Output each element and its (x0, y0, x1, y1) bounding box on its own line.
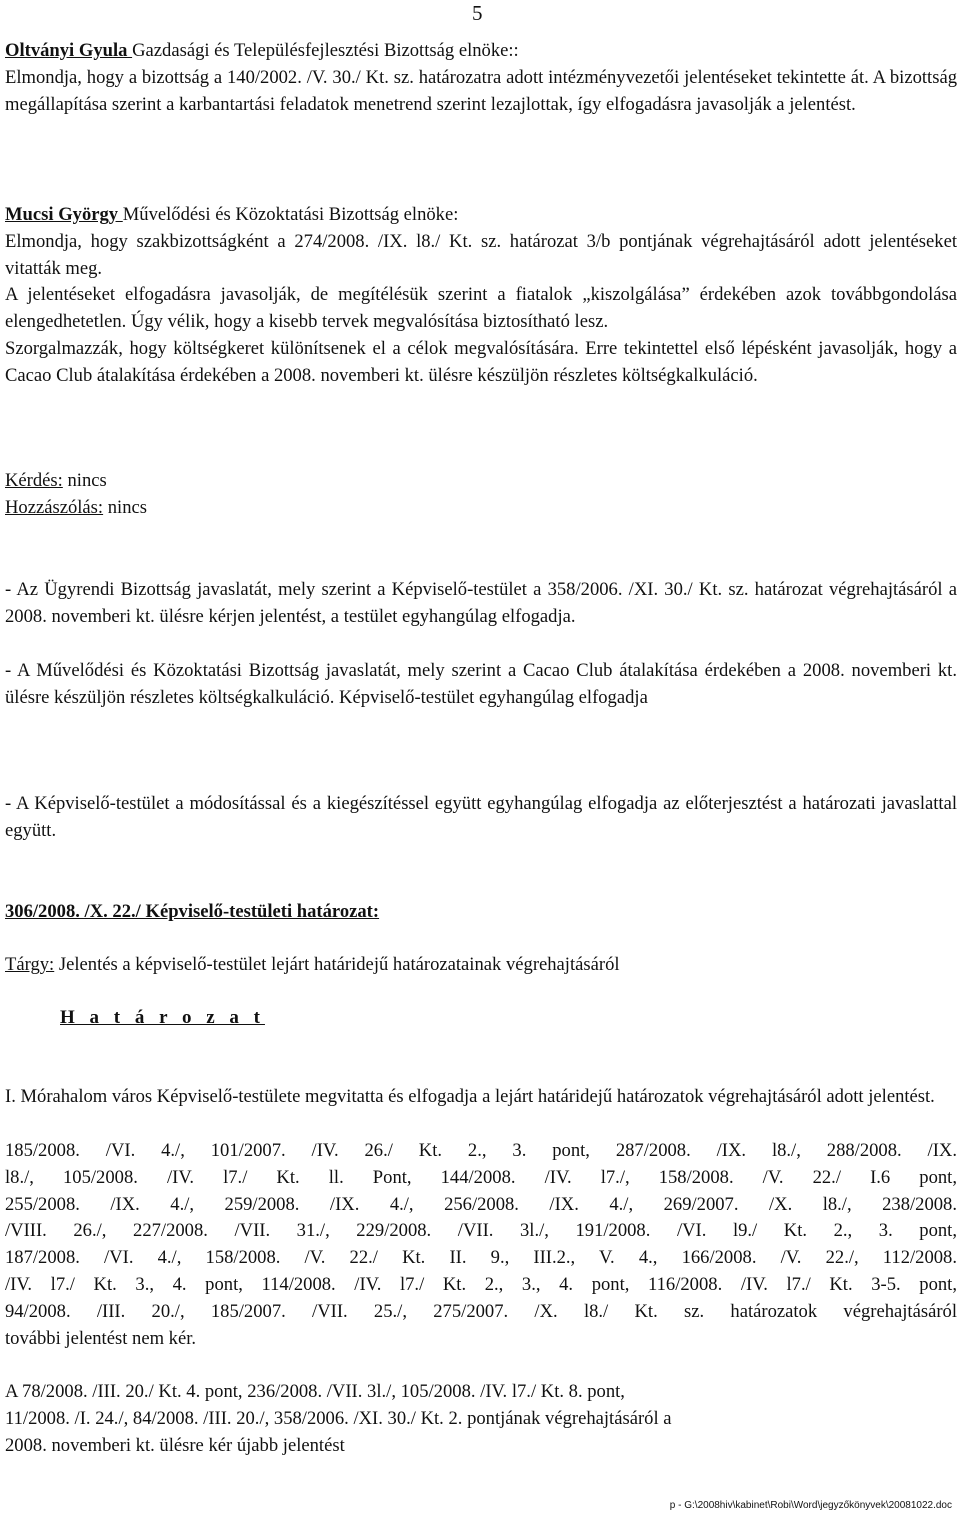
page-number: 5 (472, 1, 483, 25)
comment-label: Hozzászólás: (5, 496, 104, 518)
section2-role: Művelődési és Közoktatási Bizottság elnöke: (122, 204, 459, 225)
section1-paragraph (5, 38, 957, 118)
question-label: Kérdés: (5, 470, 63, 491)
resolution-p2-line: 255/2008. /IX. 4./, 259/2008. /IX. 4./, 256/2008. /IX. 4./, 269/2007. /X. l8./, 238/2008. (5, 1193, 957, 1215)
resolution-p2-line: 185/2008. /VI. 4./, 101/2007. /IV. 26./ Kt. 2., 3. pont, 287/2008. /IX. l8./, 288/2008. /IX. (5, 1140, 957, 1161)
vote-1: - Az Ügyrendi Bizottság javaslatát, mely szerint a Képviselő-testület a 358/2006. /XI. 30./ Kt. sz. határozat végrehajtásáról a 2008. novemberi kt. ülésre kérjen jelentést, a testület egyhangúlag elfogadja. (5, 579, 957, 627)
section2-speaker: Mucsi György (5, 204, 123, 225)
qa-block (5, 468, 957, 522)
resolution-number: 306/2008. /X. 22./ Képviselő-testületi határozat: (5, 901, 380, 922)
resolution-p2-line: l8./, 105/2008. /IV. l7./ Kt. ll. Pont, 144/2008. /IV. l7./, 158/2008. /V. 22./ I.6 pont, (5, 1166, 957, 1188)
question-value: nincs (62, 470, 107, 491)
resolution-p2 (5, 1138, 957, 1352)
resolution-p2-last: további jelentést nem kér. (5, 1327, 197, 1349)
section2-p2: A jelentéseket elfogadásra javasolják, de megítélésük szerint a fiatalok „kiszolgálása” érdekében azok továbbgondolása elengedhetetlen. Úgy vélik, hogy a kisebb tervek megvalósítása biztosítható lesz. (5, 284, 957, 333)
section2-p3: Szorgalmazzák, hogy költségkeret különítsenek el a célok megvalósítására. Erre tekintettel első lépésként javasolják, hogy a Cacao Club átalakítása érdekében a 2008. novemberi kt. ülésre készüljön részletes költségkalkuláció. (5, 337, 957, 386)
section2-paragraph (5, 202, 957, 390)
footer-file-path: p - G:\2008hiv\kabinet\Robi\Word\jegyzőkönyvek\20081022.doc (669, 1500, 952, 1511)
vote-3: - A Képviselő-testület a módosítással és a kiegészítéssel együtt egyhangúlag elfogadja az előterjesztést a határozati javaslattal együtt. (5, 793, 957, 841)
subject-value: Jelentés a képviselő-testület lejárt határidejű határozatainak végrehajtásáról (54, 954, 620, 975)
resolution-p3-line: A 78/2008. /III. 20./ Kt. 4. pont, 236/2008. /VII. 3l./, 105/2008. /IV. l7./ Kt. 8. pont, (5, 1381, 625, 1402)
resolution-subject (5, 952, 957, 979)
section1-speaker: Oltványi Gyula (5, 40, 133, 61)
resolution-p2-line: /VIII. 26./, 227/2008. /VII. 31./, 229/2008. /VII. 3l./, 191/2008. /VI. l9./ Kt. 2., 3. pont, (5, 1220, 957, 1242)
comment-value: nincs (103, 496, 147, 518)
subject-label: Tárgy: (5, 954, 55, 975)
vote-2: - A Művelődési és Közoktatási Bizottság javaslatát, mely szerint a Cacao Club átalakítása érdekében a 2008. novemberi kt. ülésre készüljön részletes költségkalkuláció. Képviselő-testület egyhangúlag elfogadja (5, 660, 957, 708)
resolution-p3-line: 2008. novemberi kt. ülésre kér újabb jelentést (5, 1434, 345, 1456)
resolution-p3-line: 11/2008. /I. 24./, 84/2008. /III. 20./, 358/2006. /XI. 30./ Kt. 2. pontjának végrehajtásáról a (5, 1407, 672, 1429)
resolution-p3 (5, 1379, 885, 1459)
section2-p1: Elmondja, hogy szakbizottságként a 274/2008. /IX. l8./ Kt. sz. határozat 3/b pontjának végrehajtásáról adott jelentéseket vitatták meg. (5, 230, 957, 279)
section1-body: Elmondja, hogy a bizottság a 140/2002. /V. 30./ Kt. sz. határozatra adott intézményvezetői jelentéseket tekintette át. A bizottság megállapítása szerint a karbantartási feladatok menetrend szerint lezajlottak, így elfogadásra javasolják a jelentést. (5, 66, 957, 115)
resolution-p1: I. Mórahalom város Képviselő-testülete megvitatta és elfogadja a lejárt határidejű határozatok végrehajtásáról adott jelentést. (5, 1086, 935, 1107)
section1-role: Gazdasági és Településfejlesztési Bizottság elnöke:: (132, 40, 519, 61)
resolution-p2-line: /IV. l7./ Kt. 3., 4. pont, 114/2008. /IV. l7./ Kt. 2., 3., 4. pont, 116/2008. /IV. l7./ Kt. 3-5. pont, (5, 1273, 957, 1295)
resolution-p2-line: 94/2008. /III. 20./, 185/2007. /VII. 25./, 275/2007. /X. l8./ Kt. sz. határozatok végrehajtásáról (5, 1300, 957, 1322)
resolution-p2-line: 187/2008. /VI. 4./, 158/2008. /V. 22./ Kt. II. 9., III.2., V. 4., 166/2008. /V. 22./, 112/2008. (5, 1247, 957, 1269)
resolution-heading: H a t á r o z a t (60, 1007, 265, 1028)
